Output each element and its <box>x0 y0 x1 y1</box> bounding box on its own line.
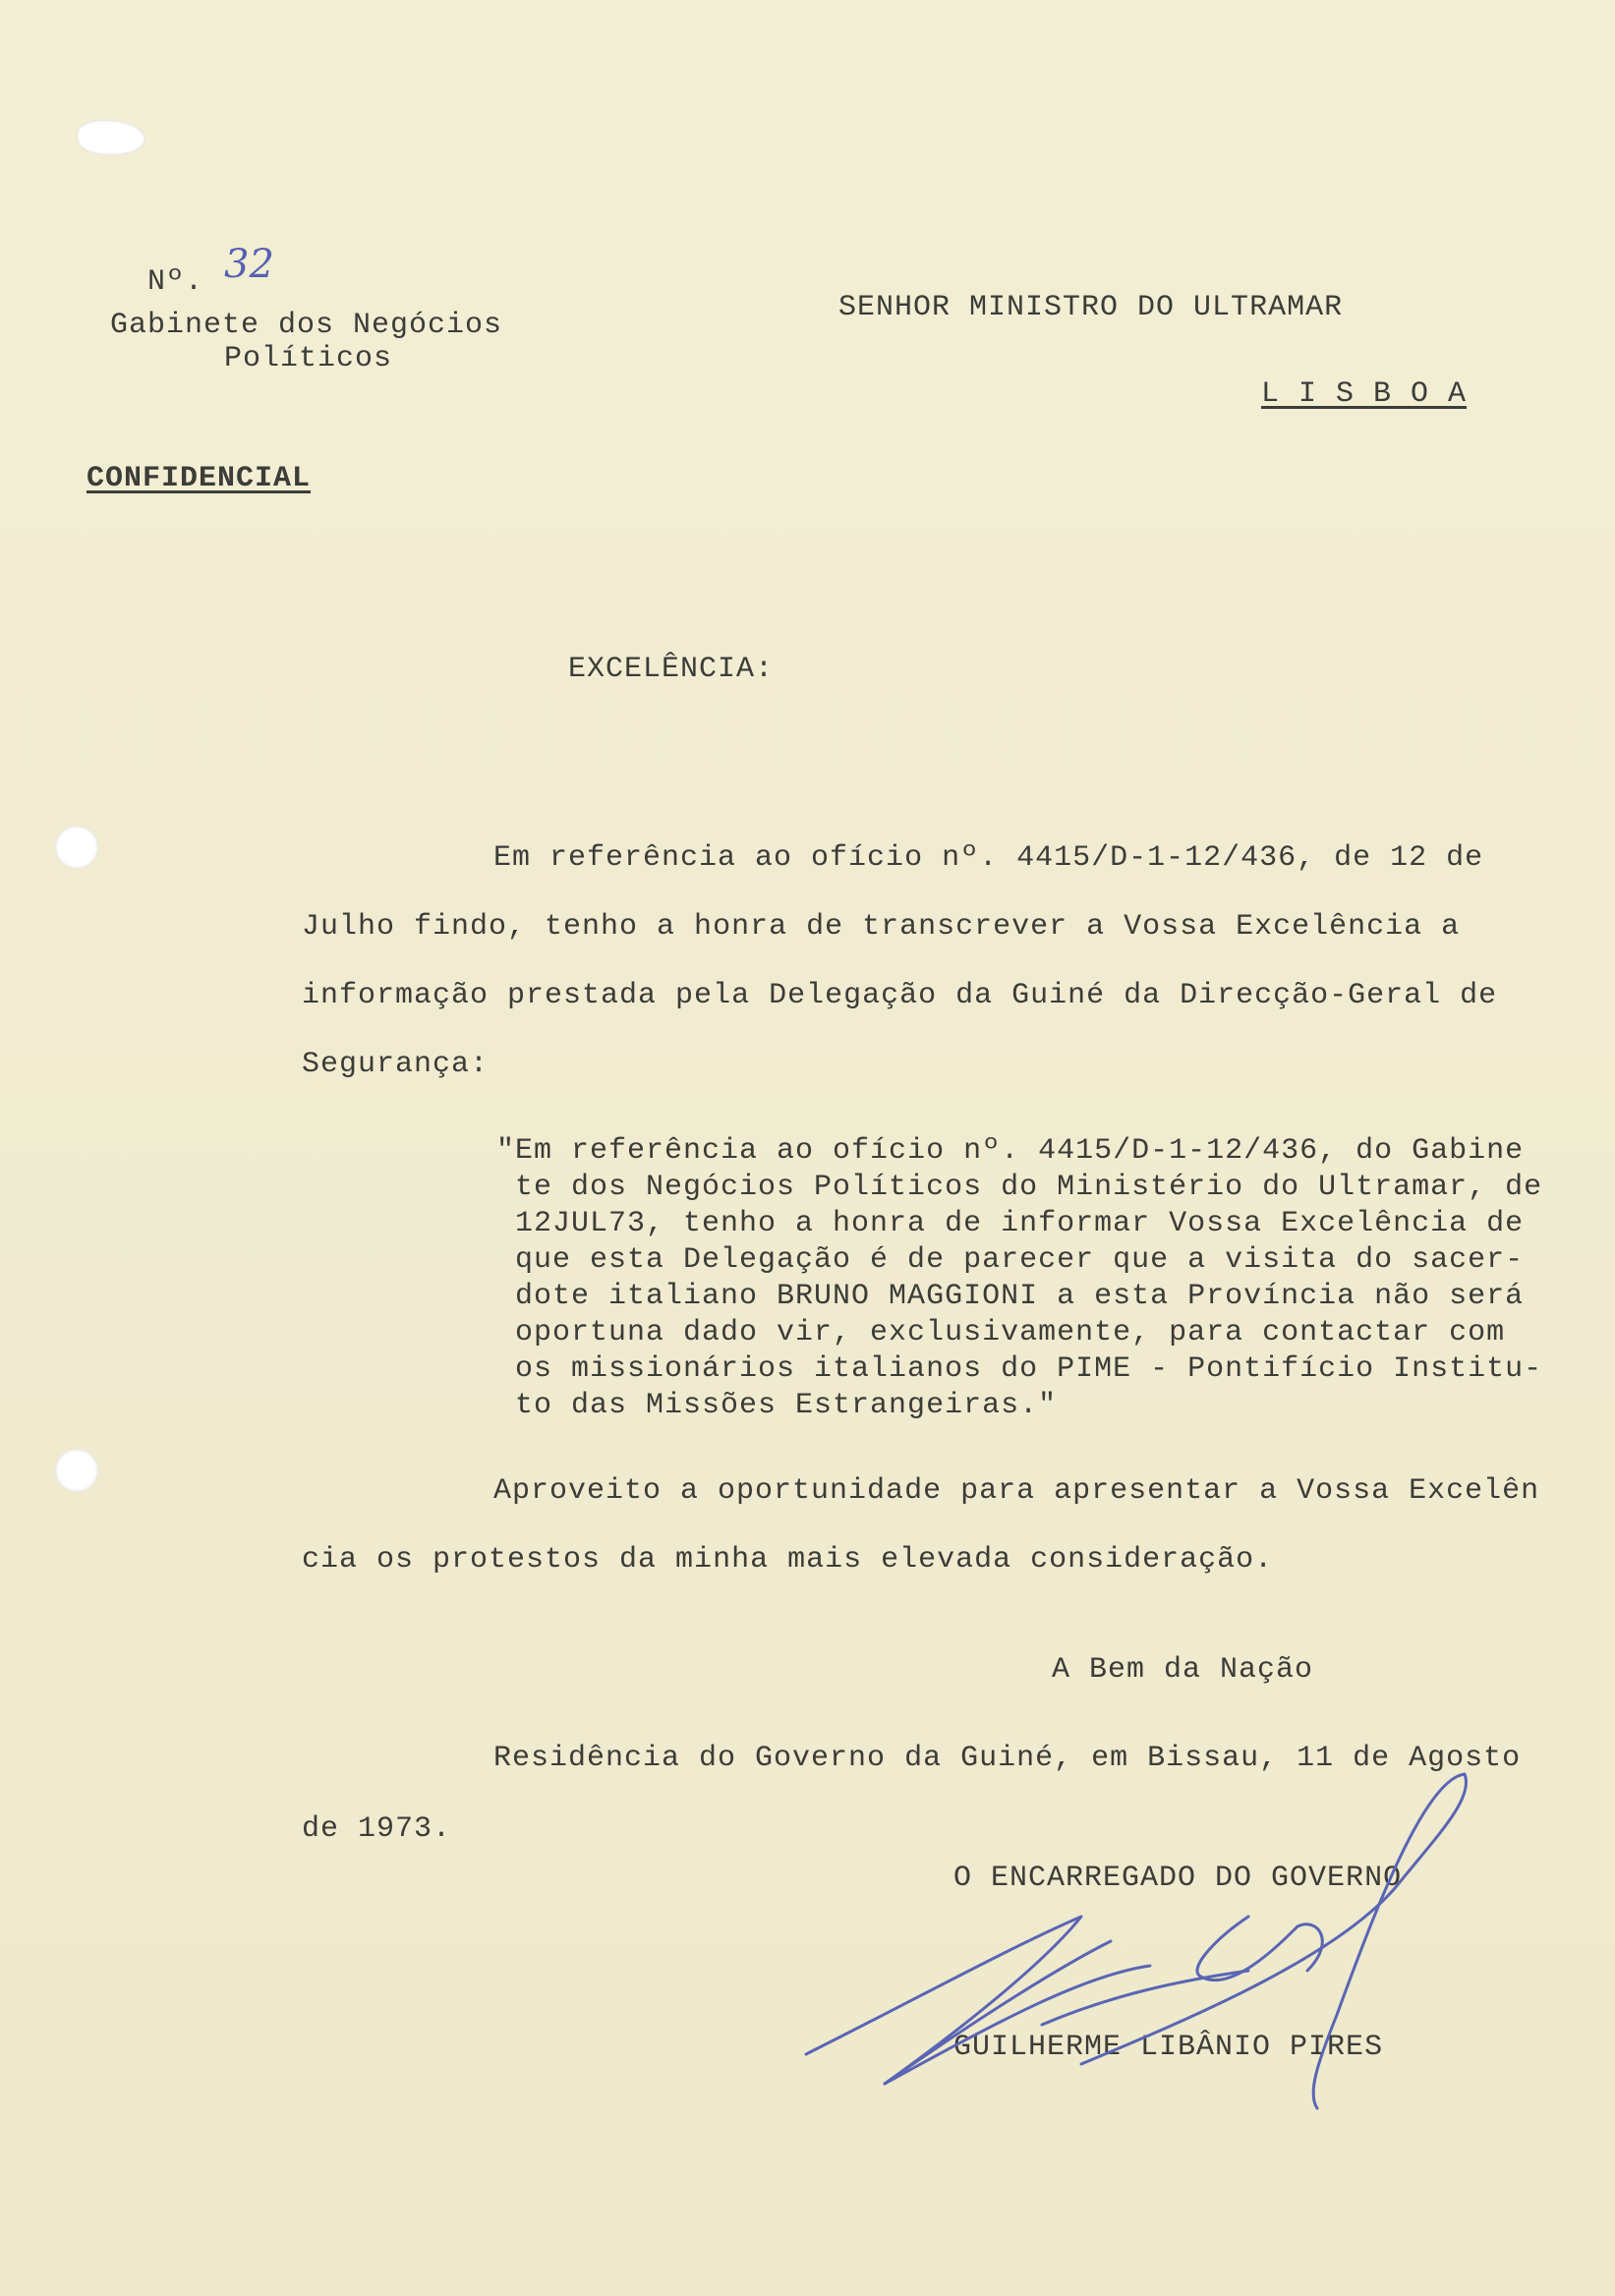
paragraph-1-line-3: informação prestada pela Delegação da Guiné da Direcção-Geral de <box>302 979 1498 1012</box>
place-date-line-1: Residência do Governo da Guiné, em Bissau, 11 de Agosto <box>493 1742 1522 1775</box>
handwritten-number: 32 <box>224 242 274 287</box>
city: L I S B O A <box>1261 377 1468 411</box>
recipient: SENHOR MINISTRO DO ULTRAMAR <box>838 291 1344 324</box>
quote-line-8: to das Missões Estrangeiras." <box>515 1389 1058 1422</box>
place-date-line-2: de 1973. <box>302 1812 452 1846</box>
punch-hole-bottom <box>55 1449 98 1492</box>
paragraph-1-line-1: Em referência ao ofício nº. 4415/D-1-12/436, de 12 de <box>493 841 1484 875</box>
paragraph-1-line-2: Julho findo, tenho a honra de transcrever a Vossa Excelência a <box>302 910 1461 944</box>
quote-line-1: "Em referência ao ofício nº. 4415/D-1-12/436, do Gabine <box>496 1134 1525 1168</box>
motto: A Bem da Nação <box>1052 1653 1314 1687</box>
salutation: EXCELÊNCIA: <box>568 653 775 686</box>
closing-line-1: Aproveito a oportunidade para apresentar a Vossa Excelên <box>493 1474 1540 1508</box>
signatory-title: O ENCARREGADO DO GOVERNO <box>953 1862 1403 1895</box>
handwritten-signature <box>786 1769 1494 2123</box>
quote-line-5: dote italiano BRUNO MAGGIONI a esta Província não será <box>515 1280 1525 1313</box>
paragraph-1-line-4: Segurança: <box>302 1048 490 1081</box>
closing-line-2: cia os protestos da minha mais elevada consideração. <box>302 1543 1274 1577</box>
torn-corner <box>77 120 145 155</box>
quote-line-4: que esta Delegação é de parecer que a visita do sacer- <box>515 1243 1525 1277</box>
quote-line-7: os missionários italianos do PIME - Pontifício Institu- <box>515 1352 1543 1386</box>
quote-line-6: oportuna dado vir, exclusivamente, para contactar com <box>515 1316 1506 1349</box>
office-line-2: Políticos <box>224 342 393 375</box>
quote-line-2: te dos Negócios Políticos do Ministério do Ultramar, de <box>515 1171 1543 1204</box>
quote-line-3: 12JUL73, tenho a honra de informar Vossa Excelência de <box>515 1207 1525 1240</box>
punch-hole-top <box>55 826 98 869</box>
signatory-name: GUILHERME LIBÂNIO PIRES <box>953 2031 1384 2064</box>
classification: CONFIDENCIAL <box>87 462 312 495</box>
office-line-1: Gabinete dos Negócios <box>110 309 503 342</box>
number-label: Nº. <box>147 265 204 299</box>
